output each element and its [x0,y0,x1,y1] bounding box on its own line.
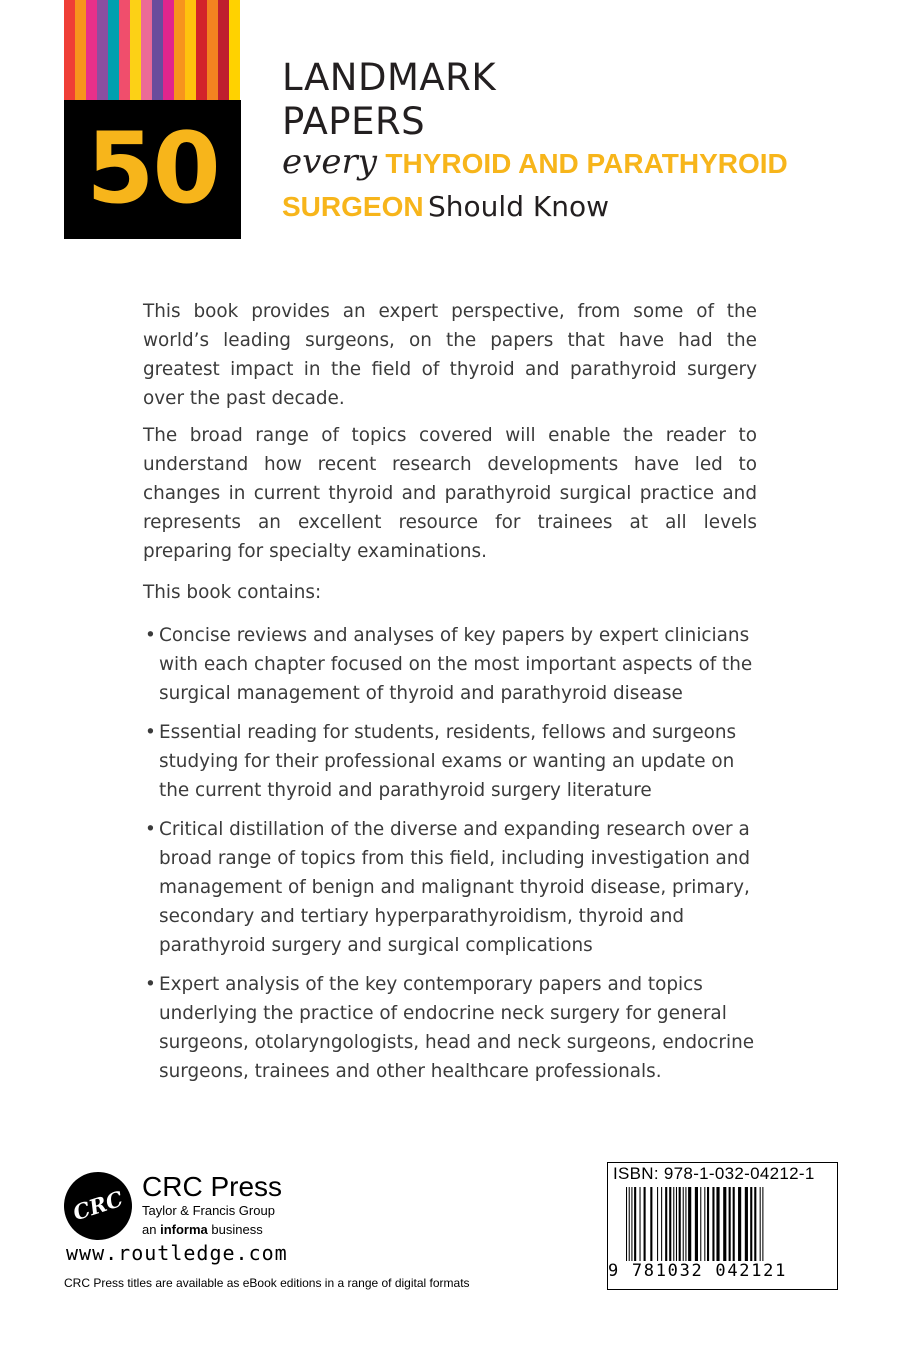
barcode-digits: 9 781032 042121 [608,1261,788,1281]
informa-bold: informa [160,1222,208,1237]
color-stripe [185,0,196,100]
barcode-bar [729,1187,731,1261]
title-should-know: Should Know [428,190,610,223]
barcode-bar [676,1187,677,1261]
title-surgeon: SURGEON [282,191,424,222]
barcode-bar [673,1187,674,1261]
barcode-bar [754,1187,756,1261]
barcode-bar [688,1187,691,1261]
color-stripe [218,0,229,100]
color-stripe [163,0,174,100]
color-stripe [75,0,86,100]
publisher-url[interactable]: www.routledge.com [66,1241,288,1265]
barcode-bar [631,1187,632,1261]
list-item [143,815,763,960]
bullet-dot: • [145,625,156,646]
publisher-name: CRC Press [142,1171,283,1202]
list-item-text: Critical distillation of the diverse and expanding research over a broad range of topics from this field, including investigation and management of benign and malignant thyroid disease, primary, secondary and tertiary hyperparathyroidism, thyroid and parathyroid surgery and surgical complications [159,819,751,956]
color-stripe [174,0,185,100]
title-papers: PAPERS [282,100,426,143]
barcode-bar [629,1187,630,1261]
title-every-line [282,142,788,182]
contains-label: This book contains: [143,582,322,603]
color-stripe [141,0,152,100]
publisher-group: Taylor & Francis Group [142,1203,275,1218]
series-logo [64,0,241,239]
barcode-bar [745,1187,748,1261]
color-stripe [97,0,108,100]
description-paragraph-2: The broad range of topics covered will enable the reader to understand how recent research developments have led to changes in current thyroid and parathyroid surgical practice and represents an excellent resource for trainees at all levels preparing for specialty examinations. [143,425,757,562]
informa-suffix: business [211,1222,263,1237]
list-item-text: Concise reviews and analyses of key papers by expert clinicians with each chapter focused on the most important aspects of the surgical management of thyroid and parathyroid disease [159,625,753,704]
color-stripe [207,0,218,100]
barcode-bar [626,1187,627,1261]
barcode-bar [644,1187,646,1261]
description-paragraph-1: This book provides an expert perspective, from some of the world’s leading surgeons, on the papers that have had the greatest impact in the field of thyroid and parathyroid surgery over the past decade. [143,301,757,409]
ebook-note: CRC Press titles are available as eBook editions in a range of digital formats [64,1276,470,1290]
list-item-text: Essential reading for students, residents, fellows and surgeons studying for their professional exams or wanting an update on the current thyroid and parathyroid surgery literature [159,722,737,801]
barcode-bar [738,1187,741,1261]
list-item [143,970,763,1086]
color-stripe [86,0,97,100]
barcode-bar [650,1187,652,1261]
bullet-dot: • [145,819,156,840]
title-every: every [282,142,377,182]
barcode-bar [669,1187,671,1261]
barcode-bar [657,1187,658,1261]
list-item [143,718,763,805]
barcode-bar [712,1187,714,1261]
barcode-bar [707,1187,709,1261]
list-item [143,621,763,708]
color-stripe [196,0,207,100]
title-landmark: LANDMARK [282,56,497,99]
crc-logo-icon: CRC [55,1163,141,1249]
title-surgeon-line [282,190,609,223]
barcode-bar [700,1187,701,1261]
barcode-bar [762,1187,763,1261]
barcode-bar [640,1187,641,1261]
barcode-bar [685,1187,686,1261]
barcode-bar [760,1187,761,1261]
barcode-bar [665,1187,667,1261]
informa-prefix: an [142,1222,157,1237]
barcode-bar [661,1187,662,1261]
color-stripe [64,0,75,100]
barcode-bars-icon [612,1187,832,1261]
color-stripe [119,0,130,100]
contents-list [143,621,763,1096]
barcode-bar [723,1187,726,1261]
isbn-label: ISBN: 978-1-032-04212-1 [613,1164,815,1183]
color-stripe [130,0,141,100]
barcode-bar [733,1187,735,1261]
bullet-dot: • [145,722,156,743]
barcode-bar [716,1187,719,1261]
bullet-dot: • [145,974,156,995]
barcode-bar [634,1187,636,1261]
barcode-bar [679,1187,681,1261]
color-stripe [108,0,119,100]
color-stripes [64,0,241,100]
publisher-informa [142,1222,263,1237]
color-stripe [152,0,163,100]
color-stripe [229,0,240,100]
title-thyroid: THYROID AND PARATHYROID [385,148,788,179]
barcode-bar [683,1187,684,1261]
barcode-bar [704,1187,705,1261]
barcode-bar [750,1187,752,1261]
series-number: 50 [64,100,241,239]
barcode-bar [695,1187,698,1261]
isbn-barcode [607,1162,838,1290]
list-item-text: Expert analysis of the key contemporary papers and topics underlying the practice of endocrine neck surgery for general surgeons, otolaryngologists, head and neck surgeons, endocrine surgeons, trainees and other healthcare professionals. [159,974,755,1082]
